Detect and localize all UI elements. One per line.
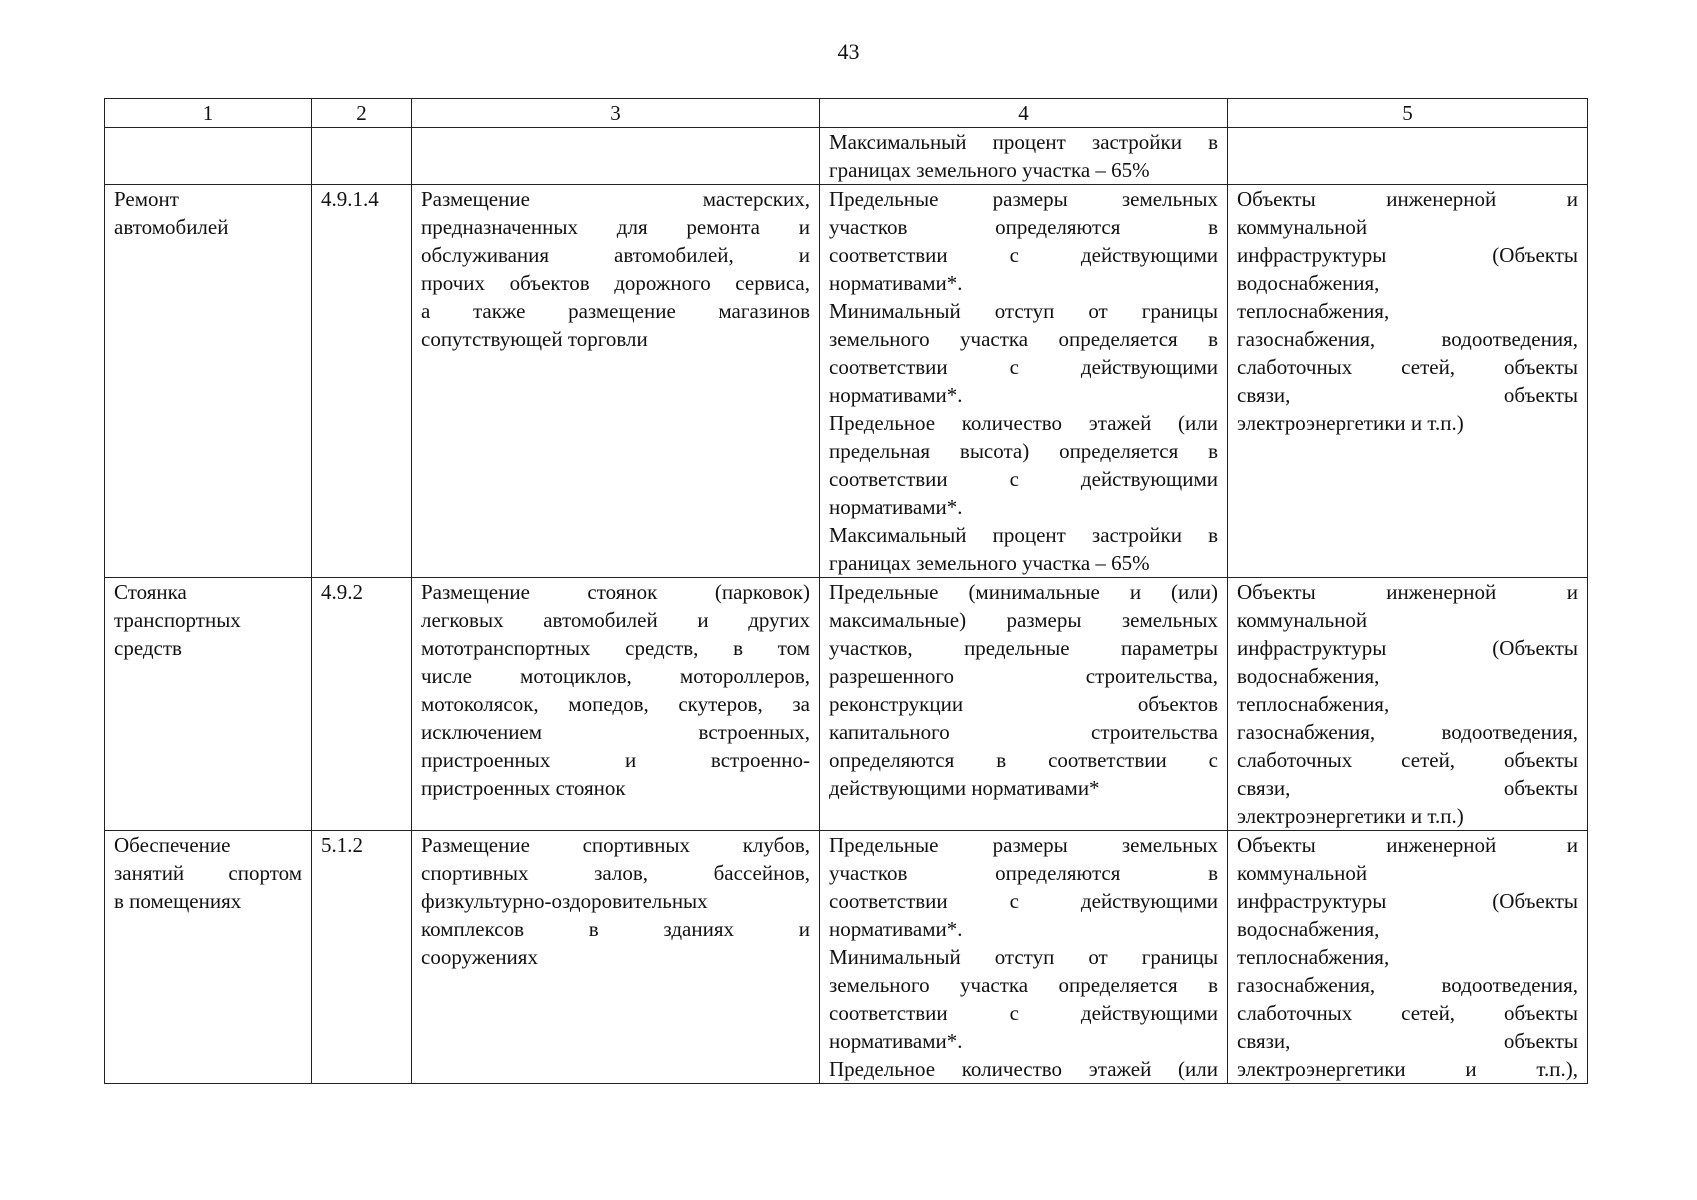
cell-description [412,578,820,831]
text-line: соответствии с действующими [829,467,1218,491]
text-line: связи, объекты [1237,383,1578,407]
text-line: коммунальной [1237,215,1368,239]
text-line: участков определяются в [829,861,1218,885]
text-line: соответствии с действующими [829,889,1218,913]
text-line: водоснабжения, [1237,664,1380,688]
text-line: теплоснабжения, [1237,945,1390,969]
column-header: 2 [312,99,412,128]
text-line: исключением встроенных, [421,720,810,744]
table-row [105,185,1588,578]
text-line: а также размещение магазинов [421,299,810,323]
text-line: участков определяются в [829,215,1218,239]
text-line: Максимальный процент застройки в [829,130,1218,154]
cell-empty [105,128,312,185]
text-line: спортивных залов, бассейнов, [421,861,810,885]
cell-auxiliary-uses [1228,831,1588,1084]
text-line: Стоянка [114,580,187,604]
text-line: теплоснабжения, [1237,692,1390,716]
text-line: участков, предельные параметры [829,636,1218,660]
cell-empty [312,128,412,185]
text-line: Обеспечение [114,833,231,857]
cell-parameters [820,831,1228,1084]
text-line: капитального строительства [829,720,1218,744]
text-line: коммунальной [1237,861,1368,885]
cell-description [412,831,820,1084]
text-line: обслуживания автомобилей, и [421,243,810,267]
page-number: 43 [837,39,860,64]
text-line: Размещение спортивных клубов, [421,833,810,857]
text-line: нормативами*. [829,271,963,295]
column-header: 3 [412,99,820,128]
text-line: Размещение мастерских, [421,187,810,211]
cell-empty [1228,128,1588,185]
cell-use-type [105,578,312,831]
text-line: границах земельного участка – 65% [829,158,1150,182]
text-line: прочих объектов дорожного сервиса, [421,271,810,295]
table-header-row [105,99,1588,128]
text-line: газоснабжения, водоотведения, [1237,973,1578,997]
text-line: инфраструктуры (Объекты [1237,636,1578,660]
cell-auxiliary-uses [1228,185,1588,578]
text-line: числе мотоциклов, мотороллеров, [421,664,810,688]
text-line: соответствии с действующими [829,355,1218,379]
text-line: мотоколясок, мопедов, скутеров, за [421,692,810,716]
column-header: 5 [1228,99,1588,128]
cell-parameters [820,185,1228,578]
cell-code: 4.9.1.4 [312,185,412,578]
text-line: Максимальный процент застройки в [829,523,1218,547]
text-line: электроэнергетики и т.п.) [1237,804,1464,828]
text-line: физкультурно-оздоровительных [421,889,708,913]
text-line: нормативами*. [829,1029,963,1053]
cell-use-type [105,185,312,578]
text-line: Предельные размеры земельных [829,187,1218,211]
text-line: разрешенного строительства, [829,664,1218,688]
text-line: Объекты инженерной и [1237,833,1578,857]
text-line: определяются в соответствии с [829,748,1218,772]
table-row [105,831,1588,1084]
text-line: водоснабжения, [1237,271,1380,295]
cell-parameters [820,128,1228,185]
text-line: Минимальный отступ от границы [829,945,1218,969]
text-line: Объекты инженерной и [1237,187,1578,211]
text-line: земельного участка определяется в [829,973,1218,997]
cell-use-type [105,831,312,1084]
text-line: нормативами*. [829,495,963,519]
text-line: Минимальный отступ от границы [829,299,1218,323]
text-line: нормативами*. [829,917,963,941]
table-row-continuation [105,128,1588,185]
text-line: Размещение стоянок (парковок) [421,580,810,604]
text-line: легковых автомобилей и других [421,608,810,632]
text-line: границах земельного участка – 65% [829,551,1150,575]
text-line: Объекты инженерной и [1237,580,1578,604]
text-line: средств [114,636,182,660]
text-line: коммунальной [1237,608,1368,632]
text-line: в помещениях [114,889,242,913]
text-line: нормативами*. [829,383,963,407]
text-line: земельного участка определяется в [829,327,1218,351]
text-line: Предельные размеры земельных [829,833,1218,857]
text-line: транспортных [114,608,241,632]
cell-code: 4.9.2 [312,578,412,831]
text-line: инфраструктуры (Объекты [1237,243,1578,267]
text-line: связи, объекты [1237,776,1578,800]
text-line: слаботочных сетей, объекты [1237,748,1578,772]
text-line: Предельное количество этажей (или [829,411,1218,435]
text-line: связи, объекты [1237,1029,1578,1053]
text-line: теплоснабжения, [1237,299,1390,323]
text-line: комплексов в зданиях и [421,917,810,941]
text-line: сооружениях [421,945,538,969]
text-line: Предельные (минимальные и (или) [829,580,1218,604]
text-line: инфраструктуры (Объекты [1237,889,1578,913]
text-line: сопутствующей торговли [421,327,648,351]
column-header: 4 [820,99,1228,128]
cell-parameters [820,578,1228,831]
text-line: соответствии с действующими [829,243,1218,267]
cell-description [412,185,820,578]
column-header: 1 [105,99,312,128]
text-line: действующими нормативами* [829,776,1100,800]
text-line: газоснабжения, водоотведения, [1237,327,1578,351]
text-line: пристроенных и встроенно- [421,748,810,772]
text-line: занятий спортом [114,861,302,885]
table-row [105,578,1588,831]
cell-code: 5.1.2 [312,831,412,1084]
text-line: максимальные) размеры земельных [829,608,1218,632]
text-line: Ремонт [114,187,179,211]
zoning-table [104,98,1588,1084]
text-line: пристроенных стоянок [421,776,626,800]
text-line: электроэнергетики и т.п.), [1237,1057,1578,1081]
text-line: слаботочных сетей, объекты [1237,355,1578,379]
cell-auxiliary-uses [1228,578,1588,831]
text-line: Предельное количество этажей (или [829,1057,1218,1081]
text-line: предельная высота) определяется в [829,439,1218,463]
text-line: электроэнергетики и т.п.) [1237,411,1464,435]
cell-empty [412,128,820,185]
text-line: газоснабжения, водоотведения, [1237,720,1578,744]
text-line: реконструкции объектов [829,692,1218,716]
text-line: предназначенных для ремонта и [421,215,810,239]
text-line: слаботочных сетей, объекты [1237,1001,1578,1025]
text-line: соответствии с действующими [829,1001,1218,1025]
text-line: мототранспортных средств, в том [421,636,810,660]
text-line: водоснабжения, [1237,917,1380,941]
text-line: автомобилей [114,215,229,239]
